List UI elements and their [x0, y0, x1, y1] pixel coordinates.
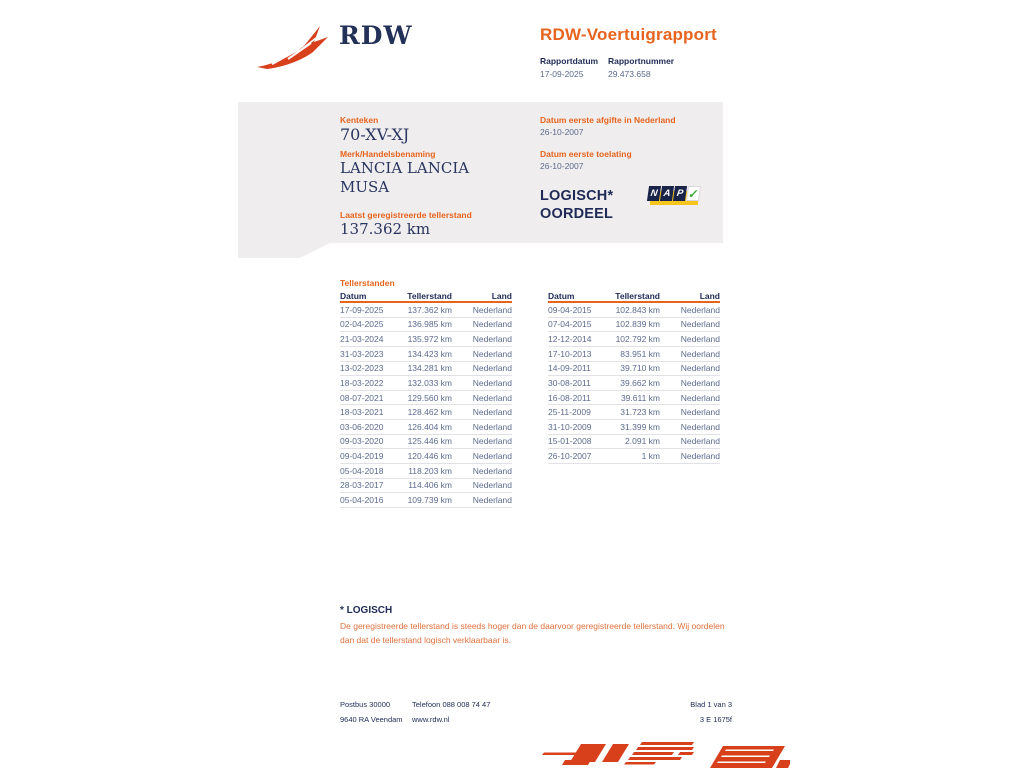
- cell-land: Nederland: [472, 304, 512, 315]
- cell-land: Nederland: [472, 319, 512, 330]
- merk-value: LANCIA LANCIA MUSA: [340, 159, 470, 196]
- toelating-label: Datum eerste toelating: [540, 149, 632, 159]
- cell-teller: 31.399 km: [620, 421, 660, 432]
- rdw-wordmark: RDW: [339, 21, 413, 50]
- cell-teller: 128.462 km: [407, 407, 452, 418]
- table-row: [340, 303, 512, 318]
- cell-land: Nederland: [472, 392, 512, 403]
- table-row: [548, 303, 720, 318]
- cell-teller: 118.203 km: [408, 465, 452, 476]
- panel-tail-shape: [238, 243, 330, 258]
- cell-land: Nederland: [472, 407, 512, 418]
- table-header: Datum Tellerstand Land: [340, 291, 512, 301]
- table-row: [340, 493, 512, 508]
- table-row: [340, 332, 512, 347]
- cell-land: Nederland: [472, 334, 512, 345]
- nap-logo-icon: N A P ✓: [646, 184, 702, 208]
- footer-address-2: 9640 RA Veendam: [340, 715, 403, 724]
- cell-land: Nederland: [680, 363, 720, 374]
- cell-teller: 125.446 km: [407, 436, 452, 447]
- table-row: [548, 332, 720, 347]
- note-title: * LOGISCH: [340, 605, 393, 616]
- odometer-table-right: [548, 291, 720, 464]
- cell-land: Nederland: [680, 348, 720, 359]
- cell-teller: 126.404 km: [407, 421, 452, 432]
- table-row: [340, 376, 512, 391]
- cell-datum: 17-09-2025: [340, 304, 384, 315]
- table-row: [548, 391, 720, 406]
- cell-teller: 2.091 km: [625, 436, 660, 447]
- cell-datum: 21-03-2024: [340, 334, 384, 345]
- footer-phone: Telefoon 088 008 74 47: [412, 700, 491, 709]
- rdw-wing-logo-icon: [254, 22, 332, 70]
- page-title: RDW-Voertuigrapport: [540, 25, 717, 44]
- cell-datum: 28-03-2017: [340, 480, 384, 491]
- cell-teller: 102.839 km: [615, 319, 660, 330]
- cell-teller: 39.710 km: [620, 363, 660, 374]
- cell-datum: 12-12-2014: [548, 334, 592, 345]
- cell-land: Nederland: [680, 392, 720, 403]
- cell-land: Nederland: [680, 377, 720, 388]
- toelating-value: 26-10-2007: [540, 161, 584, 171]
- cell-datum: 18-03-2022: [340, 377, 384, 388]
- cell-datum: 14-09-2011: [548, 363, 591, 374]
- table-row: [548, 362, 720, 377]
- cell-teller: 134.423 km: [407, 348, 452, 359]
- footer-form-code: 3 E 1675f: [699, 715, 732, 724]
- cell-land: Nederland: [680, 407, 720, 418]
- afgifte-label: Datum eerste afgifte in Nederland: [540, 115, 676, 125]
- cell-land: Nederland: [680, 451, 720, 462]
- table-row: [340, 405, 512, 420]
- table-row: [548, 420, 720, 435]
- table-row: [548, 435, 720, 450]
- cell-datum: 31-03-2023: [340, 348, 384, 359]
- table-row: [548, 318, 720, 333]
- cell-datum: 26-10-2007: [548, 451, 592, 462]
- cell-teller: 129.560 km: [407, 392, 452, 403]
- page-footer: [340, 700, 732, 730]
- table-row: [548, 347, 720, 362]
- cell-datum: 16-08-2011: [548, 392, 591, 403]
- odometer-table-left: [340, 291, 512, 508]
- vehicle-info-panel: [238, 102, 723, 243]
- oordeel-text: LOGISCH* OORDEEL: [540, 188, 614, 222]
- cell-datum: 05-04-2016: [340, 494, 384, 505]
- cell-teller: 83.951 km: [620, 348, 660, 359]
- kenteken-value: 70-XV-XJ: [340, 125, 410, 144]
- cell-land: Nederland: [472, 494, 512, 505]
- cell-land: Nederland: [680, 334, 720, 345]
- cell-datum: 08-07-2021: [340, 392, 384, 403]
- cell-land: Nederland: [680, 304, 720, 315]
- table-row: [340, 362, 512, 377]
- report-meta: [540, 56, 674, 79]
- cell-datum: 17-10-2013: [548, 348, 592, 359]
- cell-land: Nederland: [472, 421, 512, 432]
- footer-page-number: Blad 1 van 3: [690, 700, 732, 709]
- cell-teller: 135.972 km: [407, 334, 452, 345]
- cell-land: Nederland: [472, 348, 512, 359]
- cell-datum: 09-04-2019: [340, 451, 384, 462]
- report-number-label: Rapportnummer: [608, 56, 675, 66]
- bottom-stripes-decoration: [540, 736, 790, 768]
- cell-teller: 132.033 km: [407, 377, 452, 388]
- table-body: [548, 303, 720, 464]
- cell-teller: 31.723 km: [620, 407, 660, 418]
- report-date-value: 17-09-2025: [540, 69, 584, 79]
- cell-teller: 134.281 km: [407, 363, 452, 374]
- table-row: [340, 420, 512, 435]
- cell-teller: 102.792 km: [615, 334, 660, 345]
- footer-website: www.rdw.nl: [412, 715, 450, 724]
- cell-teller: 1 km: [641, 451, 660, 462]
- cell-datum: 18-03-2021: [340, 407, 384, 418]
- nap-check-icon: ✓: [687, 186, 700, 201]
- cell-teller: 102.843 km: [615, 304, 660, 315]
- merk-label: Merk/Handelsbenaming: [340, 149, 436, 159]
- cell-land: Nederland: [472, 451, 512, 462]
- cell-datum: 30-08-2011: [548, 377, 591, 388]
- tellerstand-value: 137.362 km: [340, 220, 431, 238]
- cell-land: Nederland: [680, 319, 720, 330]
- cell-datum: 31-10-2009: [548, 421, 592, 432]
- table-row: [340, 464, 512, 479]
- report-date-label: Rapportdatum: [540, 56, 599, 66]
- cell-teller: 120.446 km: [407, 451, 452, 462]
- note-body: De geregistreerde tellerstand is steeds hoger dan de daarvoor geregistreerde tellerstand. Wij oordelen dan dat de tellerstand logisch verklaarbaar is.: [340, 621, 725, 645]
- table-row: [548, 449, 720, 464]
- table-row: [340, 318, 512, 333]
- report-number-value: 29.473.658: [608, 69, 651, 79]
- tellerstand-label: Laatst geregistreerde tellerstand: [340, 210, 472, 220]
- cell-datum: 02-04-2025: [340, 319, 384, 330]
- afgifte-value: 26-10-2007: [540, 127, 584, 137]
- cell-teller: 109.739 km: [407, 494, 452, 505]
- cell-land: Nederland: [680, 421, 720, 432]
- cell-datum: 05-04-2018: [340, 465, 384, 476]
- table-row: [340, 435, 512, 450]
- cell-teller: 114.406 km: [408, 480, 452, 491]
- footer-address-1: Postbus 30000: [340, 700, 391, 709]
- table-row: [340, 391, 512, 406]
- cell-land: Nederland: [472, 377, 512, 388]
- table-row: [548, 376, 720, 391]
- table-row: [340, 449, 512, 464]
- cell-teller: 39.662 km: [620, 377, 660, 388]
- tables-title: Tellerstanden: [340, 278, 395, 288]
- table-row: [340, 347, 512, 362]
- cell-datum: 03-06-2020: [340, 421, 384, 432]
- table-row: [340, 479, 512, 494]
- table-row: [548, 405, 720, 420]
- cell-land: Nederland: [472, 465, 512, 476]
- cell-datum: 09-03-2020: [340, 436, 384, 447]
- cell-land: Nederland: [472, 363, 512, 374]
- cell-datum: 09-04-2015: [548, 304, 592, 315]
- cell-land: Nederland: [472, 480, 512, 491]
- cell-teller: 39.611 km: [620, 392, 660, 403]
- table-body: [340, 303, 512, 508]
- table-header: Datum Tellerstand Land: [548, 291, 720, 301]
- cell-datum: 07-04-2015: [548, 319, 592, 330]
- cell-teller: 136.985 km: [407, 319, 452, 330]
- cell-datum: 25-11-2009: [548, 407, 591, 418]
- kenteken-label: Kenteken: [340, 115, 379, 125]
- cell-land: Nederland: [472, 436, 512, 447]
- cell-datum: 13-02-2023: [340, 363, 384, 374]
- cell-land: Nederland: [680, 436, 720, 447]
- cell-teller: 137.362 km: [407, 304, 452, 315]
- cell-datum: 15-01-2008: [548, 436, 592, 447]
